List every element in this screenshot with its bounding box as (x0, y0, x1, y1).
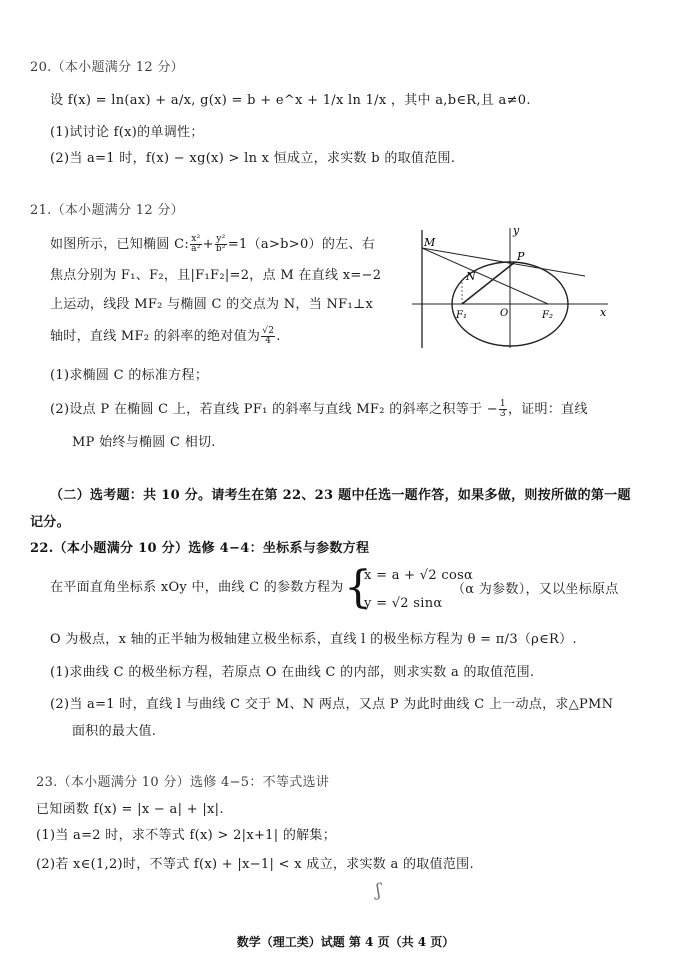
product-frac-num: 1 (499, 399, 506, 409)
q21-line1-b: =1（a>b>0）的左、右 (227, 237, 376, 252)
label-f2: F₂ (542, 310, 553, 321)
q22-eq1: x = a + √2 cosα (364, 568, 474, 583)
q22-eq2: y = √2 sinα (364, 596, 443, 611)
product-fraction (499, 400, 507, 419)
q21-part2-b: ，证明：直线 (507, 402, 588, 417)
pen-mark: ʃ (376, 880, 381, 901)
slope-fraction (261, 327, 275, 346)
q23-statement: 已知函数 f(x) = |x − a| + |x|. (36, 802, 224, 817)
q21-line4-b: . (276, 329, 281, 344)
page-footer: 数学（理工类）试题 第 4 页（共 4 页） (236, 935, 455, 949)
segment-pf1 (462, 262, 515, 304)
q20-part1: (1)试讨论 f(x)的单调性； (50, 125, 204, 140)
slope-frac-den: 4 (265, 336, 272, 346)
q20-statement: 设 f(x) = ln(ax) + a/x, g(x) = b + e^x + 1/x ln 1/x ，其中 a,b∈R,且 a≠0. (50, 93, 531, 108)
q23-part1: (1)当 a=2 时，求不等式 f(x) > 2|x+1| 的解集； (36, 828, 337, 843)
q20-header: 20.（本小题满分 12 分） (30, 60, 184, 75)
product-frac-den: 3 (499, 409, 506, 419)
q21-header: 21.（本小题满分 12 分） (30, 203, 184, 218)
plus-sign: + (202, 237, 214, 252)
x-frac-den: a² (191, 244, 201, 254)
q20-part2: (2)当 a=1 时，f(x) − xg(x) > ln x 恒成立，求实数 b 的取值范围. (50, 151, 456, 166)
label-y: y (513, 224, 520, 237)
q22-eq-note: （α 为参数），又以坐标原点 (452, 582, 619, 597)
ellipse-figure (410, 220, 615, 350)
q22-part1: (1)求曲线 C 的极坐标方程，若原点 O 在曲线 C 的内部，则求实数 a 的取值范围. (50, 665, 535, 680)
q21-line1 (50, 235, 375, 254)
elective-line2: 记分。 (30, 515, 70, 530)
x-frac-num: x² (191, 234, 201, 244)
x-fraction (190, 235, 202, 254)
slope-frac-num: √2 (262, 326, 275, 336)
q21-part1: (1)求椭圆 C 的标准方程； (50, 368, 209, 383)
y-fraction (215, 235, 227, 254)
q22-part2-cont: 面积的最大值. (72, 724, 157, 739)
q23-header: 23.（本小题满分 10 分）选修 4−5：不等式选讲 (36, 775, 330, 790)
label-o: O (500, 308, 509, 319)
label-m: M (424, 236, 436, 249)
y-frac-den: b² (215, 244, 226, 254)
q22-part2: (2)当 a=1 时，直线 l 与曲线 C 交于 M、N 两点，又点 P 为此时曲线 C 上一动点，求△PMN (50, 697, 614, 712)
q22-header: 22.（本小题满分 10 分）选修 4−4：坐标系与参数方程 (30, 541, 370, 556)
q21-line2: 焦点分别为 F₁、F₂，且|F₁F₂|=2，点 M 在直线 x=−2 (50, 268, 382, 283)
q22-intro: 在平面直角坐标系 xOy 中，曲线 C 的参数方程为 (50, 580, 344, 595)
q22-line3: O 为极点，x 轴的正半轴为极轴建立极坐标系，直线 l 的极坐标方程为 θ = π/3（ρ∈R）. (50, 632, 577, 647)
q21-line1-a: 如图所示，已知椭圆 C: (50, 237, 190, 252)
segment-mf2 (422, 248, 548, 304)
q21-line3: 上运动，线段 MF₂ 与椭圆 C 的交点为 N，当 NF₁⊥x (50, 297, 374, 312)
label-p: P (517, 250, 525, 263)
q21-part2 (50, 400, 588, 419)
label-x: x (600, 306, 607, 319)
q21-line4 (50, 327, 281, 346)
elective-line1: （二）选考题：共 10 分。请考生在第 22、23 题中任选一题作答，如果多做，则按所做的第一题 (50, 488, 631, 503)
q21-part2-cont: MP 始终与椭圆 C 相切. (72, 435, 216, 450)
label-n: N (466, 270, 476, 283)
q21-line4-a: 轴时，直线 MF₂ 的斜率的绝对值为 (50, 329, 261, 344)
q23-part2: (2)若 x∈(1,2)时，不等式 f(x) + |x−1| < x 成立，求实数 a 的取值范围. (36, 857, 474, 872)
y-frac-num: y² (216, 234, 226, 244)
q21-part2-a: (2)设点 P 在椭圆 C 上，若直线 PF₁ 的斜率与直线 MF₂ 的斜率之积等于 − (50, 402, 498, 417)
system-brace: { (344, 562, 372, 613)
label-f1: F₁ (456, 310, 467, 321)
